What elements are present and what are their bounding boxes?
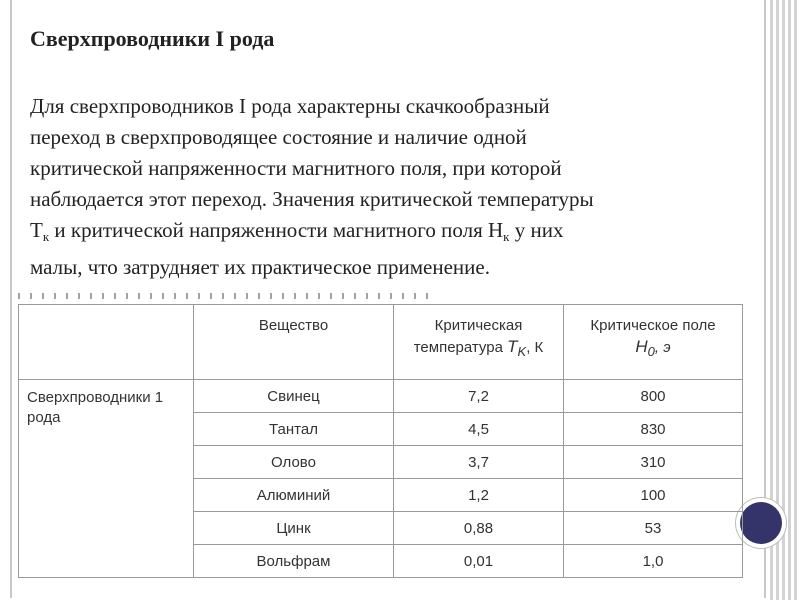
- cropped-text-remnant: [18, 293, 438, 299]
- cell-substance: Вольфрам: [194, 545, 394, 578]
- body-line-6: малы, что затрудняет их практическое применение.: [30, 255, 490, 279]
- cell-critical-temp: 3,7: [394, 446, 564, 479]
- hc-subscript: к: [503, 229, 510, 244]
- cell-critical-field: 100: [564, 479, 743, 512]
- tc-symbol: Т: [30, 218, 43, 242]
- cell-critical-temp: 4,5: [394, 413, 564, 446]
- slide-nav-circle[interactable]: [740, 502, 782, 544]
- cell-substance: Цинк: [194, 512, 394, 545]
- header-temp-line1: Критическая: [434, 317, 523, 334]
- body-line-4: наблюдается этот переход. Значения критической температуры: [30, 187, 594, 211]
- header-substance: Вещество: [194, 305, 394, 380]
- cell-critical-temp: 0,01: [394, 545, 564, 578]
- body-line-1: Для сверхпроводников I рода характерны скачкообразный: [30, 94, 550, 118]
- tc-subscript: к: [42, 229, 50, 244]
- cell-critical-field: 1,0: [564, 545, 743, 578]
- header-temp-line2: температура: [413, 339, 503, 356]
- cell-critical-field: 830: [564, 413, 743, 446]
- header-field-line1: Критическое поле: [590, 317, 716, 334]
- slide-body-text: [30, 91, 750, 283]
- slide-title: Сверхпроводники I рода: [30, 26, 275, 51]
- header-field-unit: , э: [654, 339, 671, 356]
- cell-substance: Тантал: [194, 413, 394, 446]
- header-critical-field: [564, 305, 743, 380]
- cell-critical-temp: 7,2: [394, 380, 564, 413]
- header-temp-unit: , К: [526, 339, 544, 356]
- body-line-5: [30, 215, 750, 252]
- header-field-symbol: H: [635, 337, 648, 356]
- group-label: Сверхпроводники 1 рода: [19, 380, 194, 578]
- superconductor-table: [18, 304, 743, 578]
- cell-critical-temp: 1,2: [394, 479, 564, 512]
- cell-substance: Олово: [194, 446, 394, 479]
- header-field-sub: 0: [647, 344, 655, 359]
- header-temp-sub: K: [517, 344, 527, 359]
- header-critical-temperature: [394, 305, 564, 380]
- cell-substance: Свинец: [194, 380, 394, 413]
- cell-critical-field: 310: [564, 446, 743, 479]
- cell-critical-field: 800: [564, 380, 743, 413]
- cell-critical-temp: 0,88: [394, 512, 564, 545]
- header-empty: [19, 305, 194, 380]
- table-header-row: [19, 305, 743, 380]
- body-line-3: критической напряженности магнитного поля, при которой: [30, 156, 562, 180]
- header-temp-symbol: T: [507, 337, 518, 356]
- body-line-5-end: у них: [509, 218, 564, 242]
- body-line-2: переход в сверхпроводящее состояние и наличие одной: [30, 125, 527, 149]
- table-row: [19, 380, 743, 413]
- cell-critical-field: 53: [564, 512, 743, 545]
- body-line-5-mid: и критической напряженности магнитного поля Н: [49, 218, 504, 242]
- cell-substance: Алюминий: [194, 479, 394, 512]
